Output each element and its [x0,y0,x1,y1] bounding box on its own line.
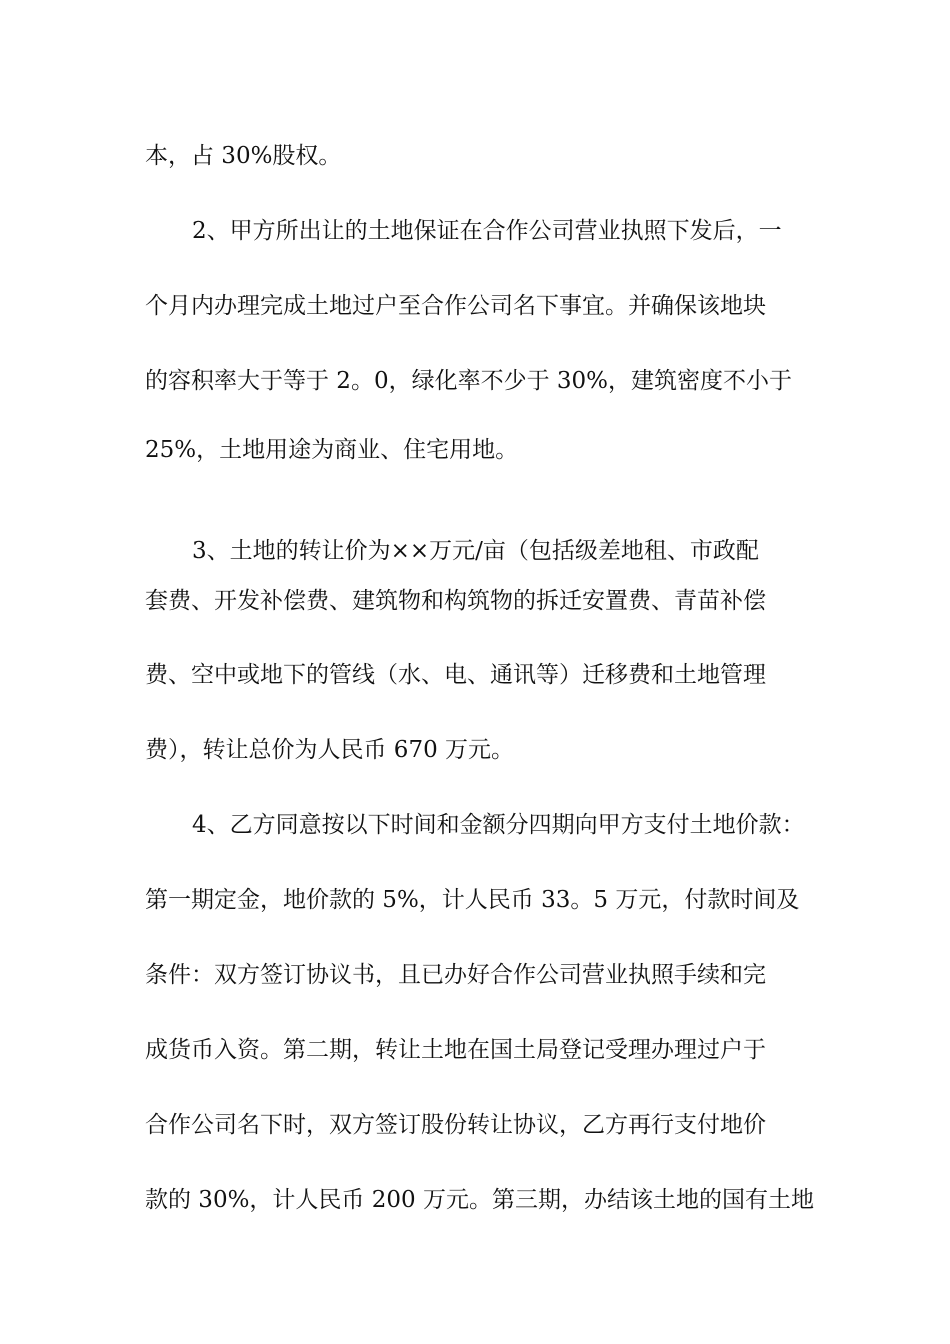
text-line: 费、空中或地下的管线（水、电、通讯等）迁移费和土地管理 [145,662,766,688]
text-line: 的容积率大于等于 2。0，绿化率不少于 30%，建筑密度不小于 [145,368,793,394]
text-line: 本，占 30%股权。 [145,143,342,169]
text-line: 第一期定金，地价款的 5%，计人民币 33。5 万元，付款时间及 [145,887,800,913]
text-line: 合作公司名下时，双方签订股份转让协议，乙方再行支付地价 [145,1112,766,1138]
text-line: 25%，土地用途为商业、住宅用地。 [145,437,519,463]
text-line: 条件：双方签订协议书，且已办好合作公司营业执照手续和完 [145,962,766,988]
text-line: 套费、开发补偿费、建筑物和构筑物的拆迁安置费、青苗补偿 [145,588,766,614]
text-line: 成货币入资。第二期，转让土地在国土局登记受理办理过户于 [145,1037,766,1063]
paragraph-4-start: 4、乙方同意按以下时间和金额分四期向甲方支付土地价款： [192,812,805,838]
text-line: 款的 30%，计人民币 200 万元。第三期，办结该土地的国有土地 [145,1187,814,1213]
text-line: 费），转让总价为人民币 670 万元。 [145,737,515,763]
paragraph-2-start: 2、甲方所出让的土地保证在合作公司营业执照下发后，一 [192,218,782,244]
paragraph-3-start: 3、土地的转让价为××万元/亩（包括级差地租、市政配 [192,538,759,564]
text-line: 个月内办理完成土地过户至合作公司名下事宜。并确保该地块 [145,293,766,319]
